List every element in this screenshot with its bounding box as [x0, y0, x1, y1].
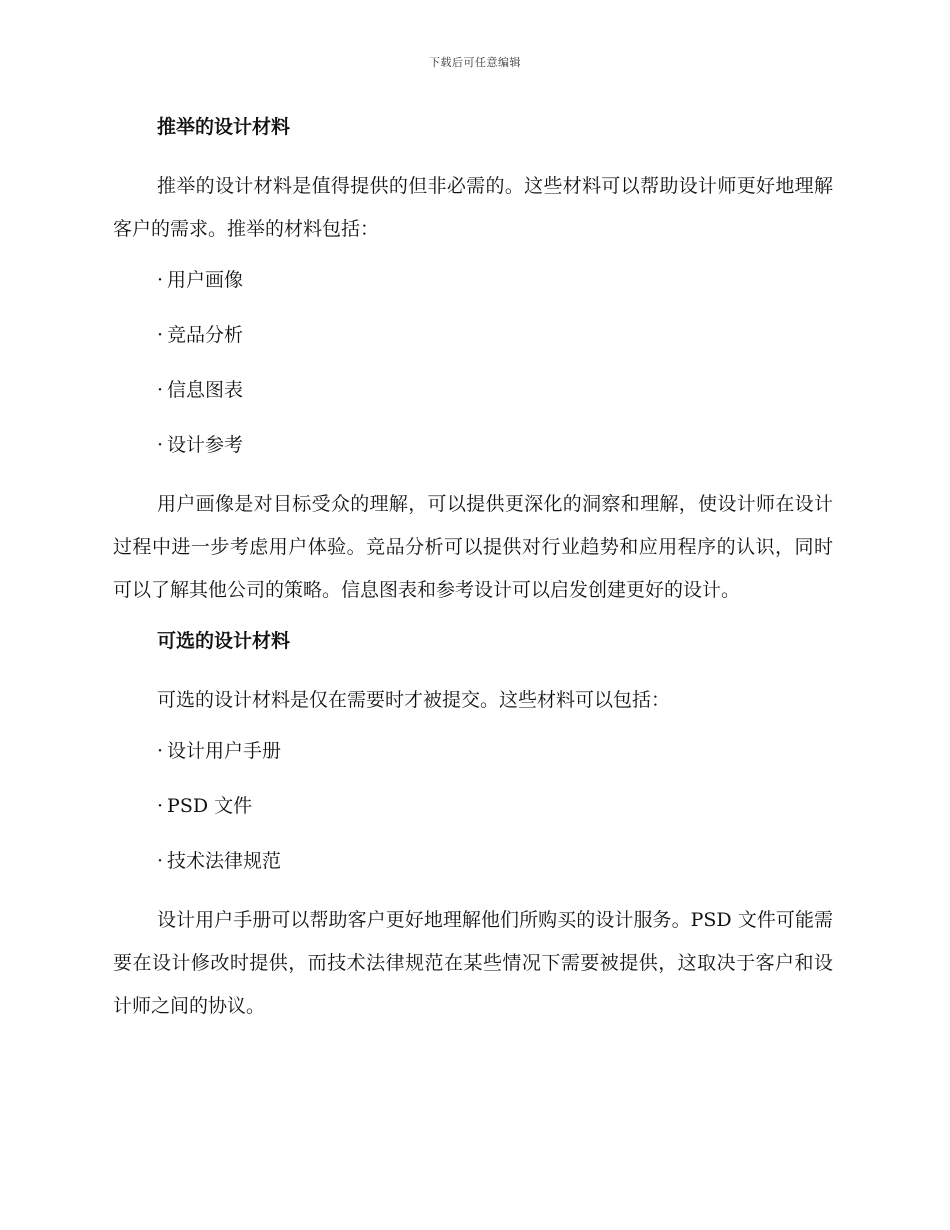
- page-header: 下载后可任意编辑: [429, 56, 521, 69]
- bullet-icon: ·: [157, 850, 164, 872]
- list-item: [113, 263, 833, 297]
- list-item: [113, 318, 833, 352]
- list-item-label: 用户画像: [167, 269, 244, 291]
- list-item: [113, 789, 833, 823]
- section-summary-optional: 设计用户手册可以帮助客户更好地理解他们所购买的设计服务。PSD 文件可能需要在设计修改时提供，而技术法律规范在某些情况下需要被提供，这取决于客户和设计师之间的协议。: [113, 909, 833, 1017]
- bullet-icon: ·: [157, 795, 164, 817]
- list-item-label: 设计用户手册: [167, 740, 282, 762]
- list-item-label: 技术法律规范: [167, 850, 282, 872]
- list-item-label: PSD 文件: [167, 795, 253, 817]
- section-title-optional: 可选的设计材料: [157, 630, 291, 652]
- section-summary-recommended: 用户画像是对目标受众的理解，可以提供更深化的洞察和理解，使设计师在设计过程中进一步考虑用户体验。竞品分析可以提供对行业趋势和应用程序的认识，同时可以了解其他公司的策略。信息图表和参考设计可以启发创建更好的设计。: [113, 493, 833, 601]
- section-intro-optional: 可选的设计材料是仅在需要时才被提交。这些材料可以包括：: [157, 689, 671, 711]
- list-item: [113, 844, 833, 878]
- section-intro-recommended: 推举的设计材料是值得提供的但非必需的。这些材料可以帮助设计师更好地理解客户的需求。推举的材料包括：: [113, 175, 833, 240]
- bullet-icon: ·: [157, 434, 164, 456]
- list-item-label: 竞品分析: [167, 324, 244, 346]
- bullet-icon: ·: [157, 379, 164, 401]
- document-body: [113, 110, 833, 1040]
- list-item: [113, 428, 833, 462]
- list-item: [113, 734, 833, 768]
- bullet-icon: ·: [157, 740, 164, 762]
- bullet-icon: ·: [157, 269, 164, 291]
- list-item-label: 信息图表: [167, 379, 244, 401]
- list-item-label: 设计参考: [167, 434, 244, 456]
- list-item: [113, 373, 833, 407]
- section-title-recommended: 推举的设计材料: [157, 116, 291, 138]
- bullet-icon: ·: [157, 324, 164, 346]
